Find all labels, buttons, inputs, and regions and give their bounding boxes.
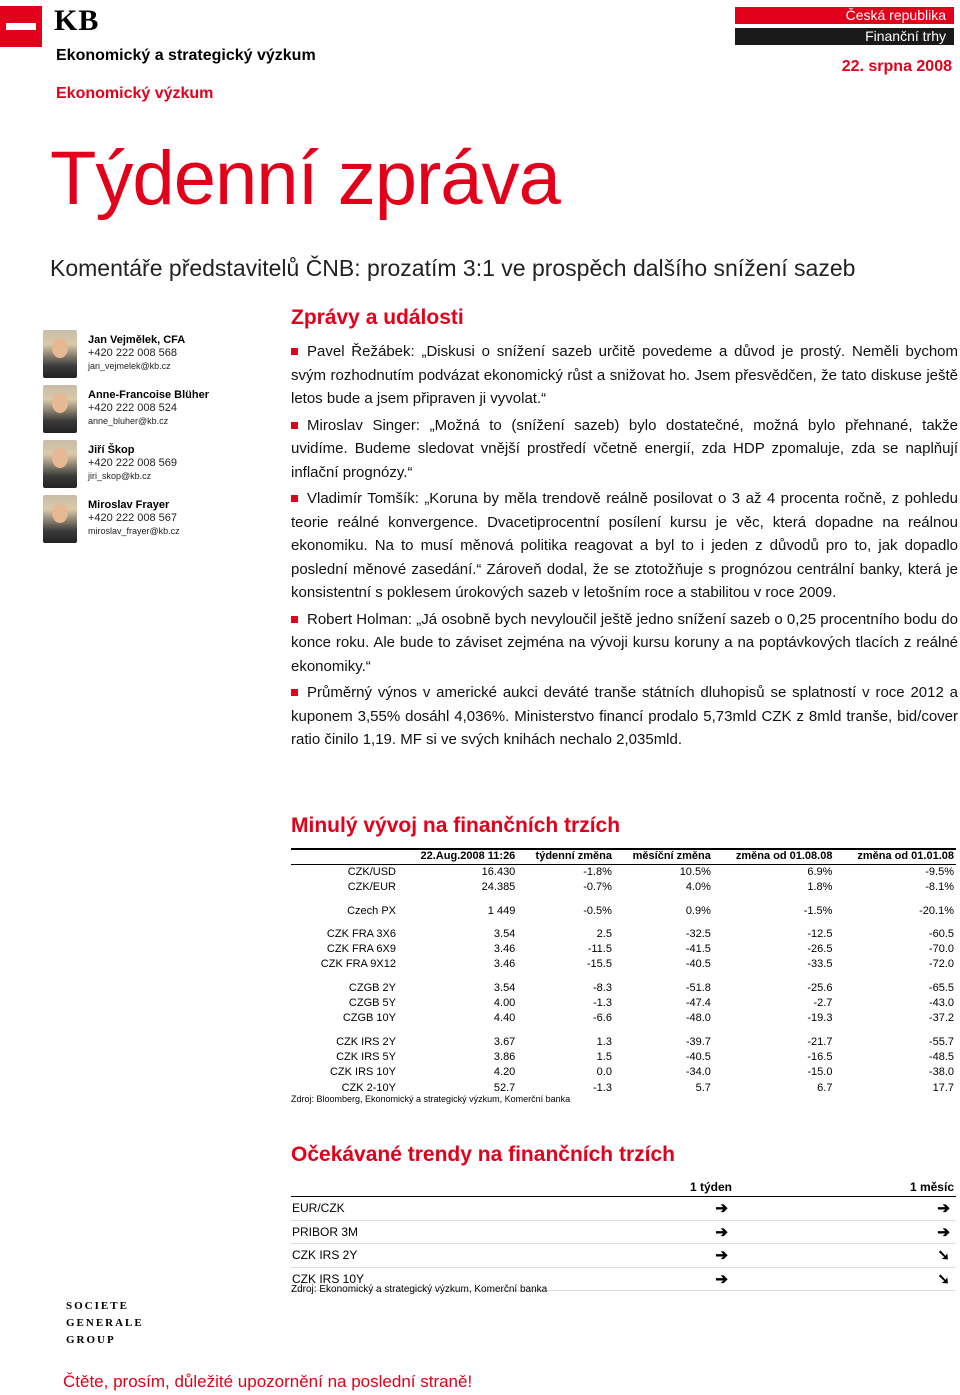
table-cell: -41.5 <box>685 943 711 956</box>
table-cell: 1.3 <box>596 1035 612 1048</box>
column-header: 1 měsíc <box>734 1180 956 1197</box>
arrow-right-icon: ➔ <box>602 1244 734 1268</box>
column-header: 22.Aug.2008 11:26 <box>398 849 517 865</box>
arrow-right-icon: ➔ <box>734 1197 956 1221</box>
bullet-icon <box>291 348 298 355</box>
arrow-right-icon: ➔ <box>602 1267 734 1291</box>
news-section <box>291 340 958 755</box>
row-spacer <box>291 1027 956 1035</box>
markets-table <box>291 848 956 1096</box>
table-cell: -2.7 <box>813 997 833 1010</box>
kb-logo-mark <box>0 6 42 47</box>
trends-heading: Očekávané trendy na finančních trzích <box>291 1143 675 1166</box>
table-cell: -1.3 <box>592 997 612 1010</box>
contact-card <box>43 330 263 380</box>
table-cell: 4.40 <box>493 1012 516 1025</box>
news-item: Robert Holman: „Já osobně bych nevyloučil ještě jedno snížení sazeb o 0,25 procentního bodu do konce roku. Ale bude to záviset zejména na vývoji kursu koruny a na poptávkových tlacích z reálné ekonomiky.“ <box>291 610 958 675</box>
table-cell: -43.0 <box>928 997 954 1010</box>
table-cell: -65.5 <box>928 981 954 994</box>
markets-heading: Minulý vývoj na finančních trzích <box>291 814 621 837</box>
avatar <box>43 330 77 378</box>
table-cell: -19.3 <box>807 1012 833 1025</box>
societe-generale-logo: SOCIETE GENERALE GROUP <box>66 1300 144 1346</box>
table-cell: -40.5 <box>685 958 711 971</box>
table-cell: 5.7 <box>695 1081 711 1094</box>
row-label: CZK FRA 6X9 <box>326 943 396 956</box>
table-cell: -55.7 <box>928 1035 954 1048</box>
kb-logo-text: KB <box>54 4 100 37</box>
column-header: změna od 01.01.08 <box>834 849 956 865</box>
table-cell: -6.6 <box>592 1012 612 1025</box>
table-cell: -26.5 <box>807 943 833 956</box>
table-cell: -0.5% <box>583 904 612 917</box>
table-cell: 52.7 <box>493 1081 516 1094</box>
bullet-icon <box>291 616 298 623</box>
news-item: Průměrný výnos v americké aukci deváté tranše státních dluhopisů se splatností v roce 2012 a kuponem 3,55% dosáhl 4,036%. Ministerstvo financí prodalo 5,73mld CZK z 8mld tranše, bid/cover ratio činilo 1,19. MF si ve svých knihách nechalo 2,035mld. <box>291 684 958 748</box>
row-label: Czech PX <box>347 904 396 917</box>
news-item: Pavel Řežábek: „Diskusi o snížení sazeb určitě povedeme a důvod je prostý. Neměli bychom svým rozhodnutím podvázat ekonomický růst a snižovat ho. Jsem přesvědčen, že tato diskuse ještě letos bude a jsem připraven ji vyvolat.“ <box>291 343 958 407</box>
table-cell: -34.0 <box>685 1066 711 1079</box>
table-cell: -1.3 <box>592 1081 612 1094</box>
row-label: CZK IRS 2Y <box>291 1244 602 1268</box>
arrow-right-icon: ➔ <box>602 1197 734 1221</box>
table-row <box>291 927 956 942</box>
table-cell: 3.86 <box>493 1050 516 1063</box>
table-cell: 3.54 <box>493 927 516 940</box>
table-cell: -47.4 <box>685 997 711 1010</box>
table-cell: -48.5 <box>928 1050 954 1063</box>
table-cell: -32.5 <box>685 927 711 940</box>
table-cell: 10.5% <box>679 866 711 878</box>
table-cell: 16.430 <box>481 866 516 878</box>
report-date: 22. srpna 2008 <box>841 58 952 75</box>
row-label: CZGB 10Y <box>342 1012 396 1025</box>
table-cell: 1.8% <box>807 881 833 894</box>
contact-name: Anne-Francoise Blüher <box>88 389 210 401</box>
contact-card <box>43 385 263 435</box>
table-cell: -48.0 <box>685 1012 711 1025</box>
market-banner: Finanční trhy <box>735 28 954 45</box>
table-cell: -70.0 <box>928 943 954 956</box>
contact-email[interactable]: jan_vejmelek@kb.cz <box>88 361 171 371</box>
table-cell: -21.7 <box>807 1035 833 1048</box>
table-cell: -11.5 <box>587 943 612 956</box>
table-cell: 17.7 <box>932 1081 954 1094</box>
arrow-down-right-icon: ➘ <box>734 1267 956 1291</box>
table-cell: 1 449 <box>487 904 516 917</box>
table-cell: -40.5 <box>685 1050 711 1063</box>
table-row <box>291 1244 956 1268</box>
bullet-icon <box>291 495 298 502</box>
table-cell: 6.9% <box>807 866 833 878</box>
table-header-row <box>291 849 956 865</box>
table-cell: -51.8 <box>685 981 711 994</box>
table-cell: -20.1% <box>919 904 954 917</box>
table-cell: -39.7 <box>685 1035 711 1048</box>
trends-source: Zdroj: Ekonomický a strategický výzkum, Komerční banka <box>291 1284 548 1295</box>
table-cell: -8.3 <box>592 981 612 994</box>
contact-card <box>43 440 263 490</box>
contact-phone: +420 222 008 524 <box>88 402 178 414</box>
table-cell: -15.5 <box>586 958 612 971</box>
table-cell: 6.7 <box>817 1081 833 1094</box>
row-label: CZK FRA 9X12 <box>320 958 396 971</box>
table-cell: -8.1% <box>925 881 954 894</box>
column-header: 1 týden <box>602 1180 734 1197</box>
avatar <box>43 385 77 433</box>
news-item: Miroslav Singer: „Možná to (snížení sazeb) bylo dostatečné, možná bylo přehnané, takže uvidíme. Budeme sledovat vnější prostředí včetně energií, zda HDP zpomaluje, zda se naplňují inflační prognózy.“ <box>291 416 958 481</box>
table-row <box>291 1011 956 1026</box>
table-cell: -38.0 <box>928 1066 954 1079</box>
table-cell: 3.67 <box>493 1035 516 1048</box>
row-label: CZK/EUR <box>347 881 396 894</box>
table-cell: 0.0 <box>596 1066 612 1079</box>
table-header-row <box>291 1180 956 1197</box>
contact-phone: +420 222 008 567 <box>88 512 178 524</box>
row-label: CZGB 2Y <box>348 981 396 994</box>
contact-email[interactable]: anne_bluher@kb.cz <box>88 416 169 426</box>
row-spacer <box>291 896 956 904</box>
table-cell: 3.46 <box>493 943 516 956</box>
markets-source: Zdroj: Bloomberg, Ekonomický a strategický výzkum, Komerční banka <box>291 1094 571 1104</box>
table-cell: -37.2 <box>928 1012 954 1025</box>
table-cell: -9.5% <box>925 866 954 878</box>
row-label: CZGB 5Y <box>348 997 396 1010</box>
table-cell: 3.54 <box>493 981 516 994</box>
contact-phone: +420 222 008 569 <box>88 457 178 469</box>
department-label: Ekonomický a strategický výzkum <box>56 47 316 64</box>
contact-name: Miroslav Frayer <box>88 499 170 511</box>
table-row <box>291 880 956 895</box>
table-cell: 24.385 <box>481 881 516 894</box>
disclaimer-notice: Čtěte, prosím, důležité upozornění na poslední straně! <box>63 1372 473 1391</box>
table-row <box>291 1220 956 1244</box>
table-cell: -33.5 <box>807 958 833 971</box>
column-header <box>291 849 398 865</box>
row-label: PRIBOR 3M <box>291 1220 602 1244</box>
contact-name: Jiří Škop <box>88 444 135 456</box>
contact-name: Jan Vejmělek, CFA <box>88 334 186 346</box>
avatar <box>43 440 77 488</box>
column-header: měsíční změna <box>614 849 713 865</box>
row-label: CZK IRS 2Y <box>336 1035 396 1048</box>
table-row <box>291 957 956 972</box>
page-title: Týdenní zpráva <box>50 136 560 221</box>
table-cell: -72.0 <box>928 958 954 971</box>
table-cell: 4.00 <box>493 997 516 1010</box>
bullet-icon <box>291 689 298 696</box>
contact-email[interactable]: jiri_skop@kb.cz <box>88 471 152 481</box>
row-label: CZK 2-10Y <box>341 1081 396 1094</box>
subdepartment-label: Ekonomický výzkum <box>56 85 214 102</box>
table-row <box>291 981 956 996</box>
arrow-right-icon: ➔ <box>734 1220 956 1244</box>
table-cell: -15.0 <box>807 1066 833 1079</box>
table-row <box>291 1050 956 1065</box>
country-banner: Česká republika <box>735 7 954 24</box>
table-cell: 4.0% <box>685 881 711 894</box>
row-label: CZK FRA 3X6 <box>326 927 396 940</box>
table-cell: -1.8% <box>583 866 612 878</box>
table-row <box>291 942 956 957</box>
table-row <box>291 1197 956 1221</box>
page-subtitle: Komentáře představitelů ČNB: prozatím 3:1 ve prospěch dalšího snížení sazeb <box>50 255 856 281</box>
table-row <box>291 865 956 881</box>
contact-email[interactable]: miroslav_frayer@kb.cz <box>88 526 180 536</box>
table-cell: 2.5 <box>596 927 612 940</box>
column-header: týdenní změna <box>517 849 614 865</box>
table-cell: -1.5% <box>803 904 833 917</box>
news-item: Vladimír Tomšík: „Koruna by měla trendově reálně posilovat o 3 až 4 procenta ročně, z pohledu teorie reálné konvergence. Dvacetiprocentní posílení kursu je věc, která dopadne na reálnou ekonomiku. Na to musí měnová politika reagovat a byl to i jeden z důvodů pro to, jak dopadlo poslední měnové zasedání.“ Zároveň dodal, že se ztotožňuje s prognózou centrální banky, která je konsistentní s poklesem úrokových sazeb v letošním roce a stabilitou v roce 2009. <box>291 490 958 601</box>
avatar <box>43 495 77 543</box>
row-label: CZK/USD <box>347 866 396 878</box>
row-label: EUR/CZK <box>291 1197 602 1221</box>
table-row <box>291 1035 956 1050</box>
trends-table <box>291 1180 956 1291</box>
table-row <box>291 996 956 1011</box>
arrow-right-icon: ➔ <box>602 1220 734 1244</box>
contact-phone: +420 222 008 568 <box>88 347 178 359</box>
row-label: CZK IRS 10Y <box>329 1066 396 1079</box>
news-heading: Zprávy a události <box>291 306 464 329</box>
table-cell: -12.5 <box>807 927 833 940</box>
table-cell: 0.9% <box>685 904 711 917</box>
table-row <box>291 904 956 919</box>
table-cell: 3.46 <box>493 958 516 971</box>
column-header: změna od 01.08.08 <box>713 849 835 865</box>
row-spacer <box>291 973 956 981</box>
row-spacer <box>291 919 956 927</box>
table-cell: 1.5 <box>596 1050 612 1063</box>
table-cell: -60.5 <box>928 927 954 940</box>
table-row <box>291 1065 956 1080</box>
bullet-icon <box>291 422 298 429</box>
table-cell: -16.5 <box>807 1050 833 1063</box>
table-cell: 4.20 <box>493 1066 516 1079</box>
column-header <box>291 1180 602 1197</box>
table-cell: -0.7% <box>583 881 612 894</box>
contact-card <box>43 495 263 545</box>
table-cell: -25.6 <box>807 981 833 994</box>
arrow-down-right-icon: ➘ <box>734 1244 956 1268</box>
row-label: CZK IRS 5Y <box>336 1050 396 1063</box>
row-label: CZK IRS 10Y <box>291 1267 602 1291</box>
